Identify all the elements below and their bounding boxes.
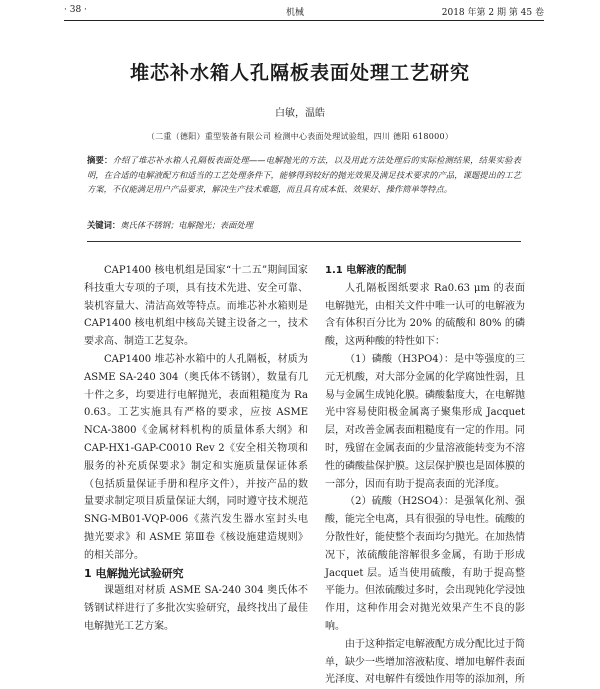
paragraph: CAP1400 核电机组是国家“十二五”期间国家科技重大专项的子项，具有技术先进、安全可靠、装机容量大、清洁高效等特点。而堆芯补水箱则是 CAP1400 核电机组中核岛关键主设备之一，技术要求高、制造工艺复杂。: [84, 265, 308, 348]
journal-name: 机械: [286, 8, 305, 18]
paragraph: （1）磷酸（H3PO4）：是中等强度的三元无机酸，对大部分金属的化学腐蚀性弱，且易与金属生成钝化膜。磷酸黏度大，在电解抛光中容易使阳极金属离子聚集形成 Jacquet 层，对改善金属表面粗糙度有一定的作用。同时，残留在金属表面的少量溶液能转变为不溶性的磷酸盐保护膜。这层保护膜也是固体膜的一部分，因而有助于提高表面的光泽度。: [325, 353, 525, 490]
abstract-label: 摘要：: [87, 155, 113, 165]
subsection-heading: 1.1 电解液的配制: [325, 265, 407, 276]
left-column: [84, 262, 308, 636]
paragraph: 人孔隔板图纸要求 Ra0.63 μm 的表面电解抛光，由相关文件中唯一认可的电解液为含有体积百分比为 20% 的硫酸和 80% 的磷酸，这两种酸的特性如下：: [325, 282, 525, 348]
keywords-label: 关键词：: [87, 220, 121, 230]
abstract-divider: [87, 241, 521, 242]
section-heading: 1 电解抛光试验研究: [84, 566, 184, 580]
page-number: · 38 ·: [64, 5, 87, 15]
abstract-text: 介绍了堆芯补水箱人孔隔板表面处理——电解抛光的方法，以及用此方法处理后的实际检测结果，结果实验表明，在合适的电解液配方和适当的工艺处理条件下，能够得到较好的抛光效果及满足技术要求的产品，课题提出的工艺方案，不仅能满足用户产品要求，解决生产技术难题，而且具有成本低、效果好、操作简单等特点。: [87, 155, 521, 194]
abstract: [87, 153, 521, 197]
article-title: 堆芯补水箱人孔隔板表面处理工艺研究: [129, 62, 470, 84]
affiliation: （二重（德阳）重型装备有限公司 检测中心表面处理试验组，四川 德阳 618000）: [146, 132, 454, 141]
authors: 白敏，温皓: [275, 108, 325, 119]
issue-info: 2018 年第 2 期 第 45 卷: [441, 8, 544, 18]
paragraph: 由于这种指定电解液配方成分配比过于简单，缺少一些增加溶液粘度、增加电解件表面光泽度、对电解件有缓蚀作用等的添加剂，所: [325, 638, 525, 686]
header-rule: [64, 20, 544, 21]
running-header: [64, 5, 544, 19]
right-column: [325, 262, 525, 689]
paragraph: （2）硫酸（H2SO4）：是强氧化剂、强酸，能完全电离，具有很强的导电性。硫酸的分散性好，能使整个表面均匀抛光。在加热情况下，浓硫酸能溶解很多金属，有助于形成 Jacquet 层。适当使用硫酸，有助于提高整平能力。但浓硫酸过多时，会出现钝化学浸蚀作用，这种作用会对抛光效果产生不良的影响。: [325, 496, 525, 632]
paragraph: 课题组对材质 ASME SA-240 304 奥氏体不锈钢试样进行了多批次实验研究，最终找出了最佳电解抛光工艺方案。: [84, 585, 308, 632]
paragraph: CAP1400 堆芯补水箱中的人孔隔板，材质为 ASME SA-240 304（奥氏体不锈钢），数量有几十件之多，均要进行电解抛光，表面粗糙度为 Ra 0.63。工艺实施具有严格的要求，应按 ASME NCA-3800《金属材料机构的质量体系大纲》和 CAP-HX1-GAP-C0010 Rev 2《安全相关物项和服务的补充质保要求》制定和实施质量保证体系（包括质量保证手册和程序文件），并按产品的数量要求制定项目质量保证大纲，同时遵守技术规范 SNG-MB01-VQP-006《蒸汽发生器水室封头电抛光要求》和 ASME 第Ⅲ卷《核设施建造规则》的相关部分。: [84, 353, 308, 561]
keywords-text: 奥氏体不锈钢；电解抛光；表面处理: [120, 220, 253, 230]
keywords: [87, 218, 521, 232]
